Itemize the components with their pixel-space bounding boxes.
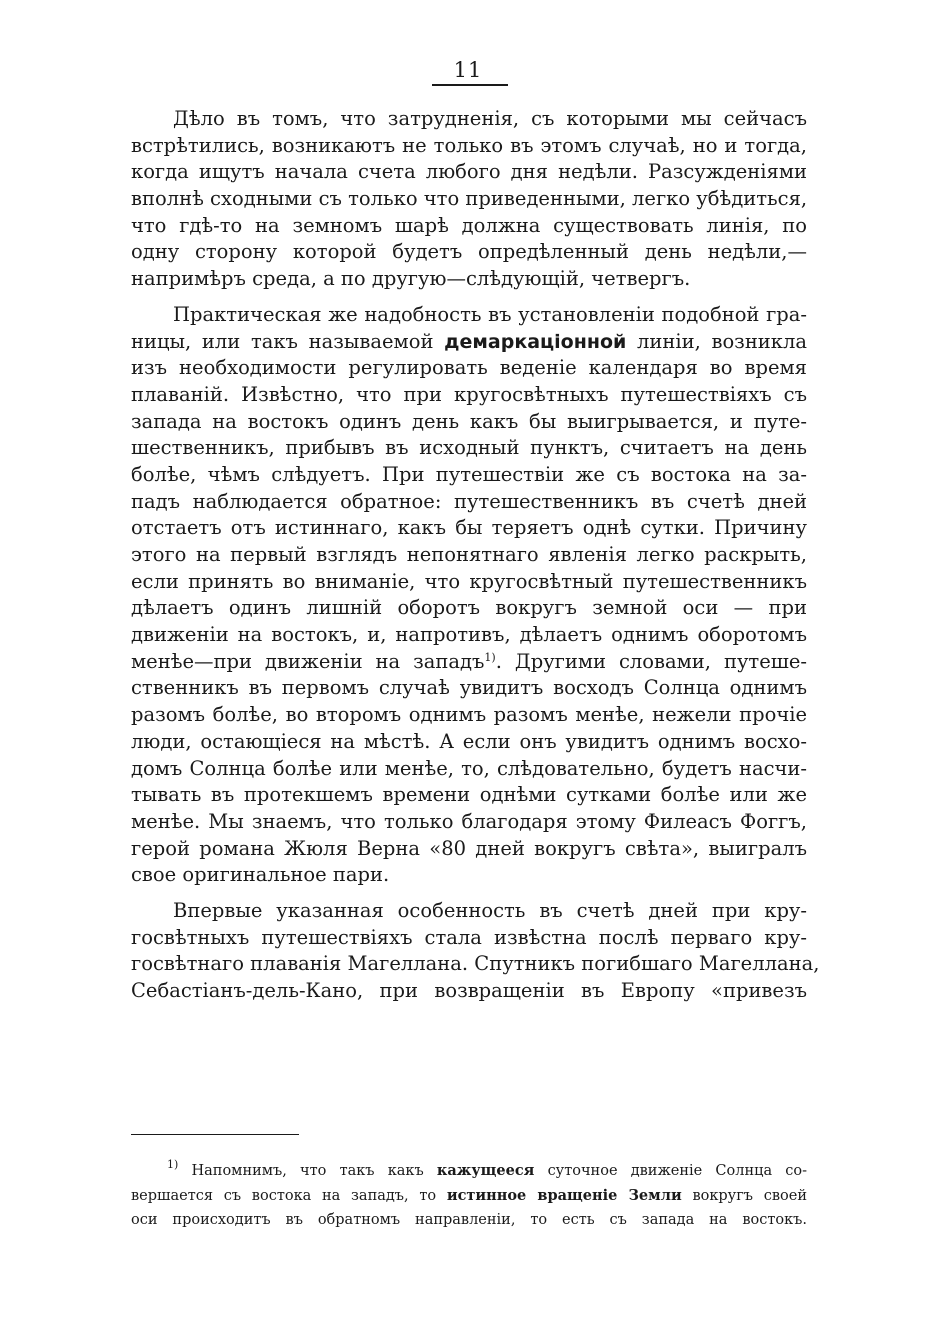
- text-line: вполнѣ сходными съ только что приведенными, легко убѣдиться,: [131, 187, 808, 211]
- text-line: болѣе, чѣмъ слѣдуетъ. При путешествіи же съ востока на за-: [131, 462, 807, 486]
- text-line: госвѣтныхъ путешествіяхъ стала извѣстна послѣ перваго кру-: [131, 925, 807, 949]
- emphasized-term: истинное вращеніе Земли: [446, 1187, 682, 1204]
- page-number-underline: [432, 84, 508, 86]
- footnote-line: [131, 1158, 807, 1183]
- text-line: движеніи на востокъ, и, напротивъ, дѣлаетъ однимъ оборотомъ: [131, 623, 807, 647]
- text-fragment: линіи, возникла: [636, 329, 808, 353]
- text-line: тывать въ протекшемъ времени однѣми сутками болѣе или же: [131, 783, 807, 807]
- page-number: 11: [453, 58, 483, 82]
- text-line: что гдѣ-то на земномъ шарѣ должна существовать линія, по: [131, 213, 807, 237]
- text-line: домъ Солнца болѣе или менѣе, то, слѣдовательно, будетъ насчи-: [131, 756, 807, 780]
- text-line: менѣе. Мы знаемъ, что только благодаря этому Филеасъ Фоггъ,: [131, 809, 807, 833]
- text-fragment: ницы, или такъ называемой: [131, 329, 434, 353]
- footnote-line: [131, 1183, 807, 1208]
- text-line: госвѣтнаго плаванія Магеллана. Спутникъ погибшаго Магеллана,: [131, 952, 820, 976]
- text-line: [131, 649, 807, 676]
- footnote-marker: 1): [167, 1158, 179, 1171]
- text-fragment: суточное движеніе Солнца со-: [547, 1163, 808, 1179]
- paragraph: [131, 302, 807, 889]
- text-line: напримѣръ среда, а по другую—слѣдующій, четвергъ.: [131, 267, 691, 291]
- text-line: падъ наблюдается обратное: путешественникъ въ счетѣ дней: [131, 489, 807, 513]
- text-line: этого на первый взглядъ непонятнаго явленія легко раскрыть,: [131, 543, 807, 566]
- text-line: [131, 329, 807, 356]
- text-line: Практическая же надобность въ установленіи подобной гра-: [173, 302, 807, 326]
- footnote: [131, 1158, 807, 1233]
- footnote-reference[interactable]: 1): [484, 650, 496, 664]
- text-line: дѣлаетъ одинъ лишній оборотъ вокругъ земной оси — при: [131, 596, 807, 620]
- text-line: одну сторону которой будетъ опредѣленный день недѣли,—: [131, 240, 807, 264]
- text-fragment: вокругъ своей: [692, 1188, 808, 1204]
- text-line: ственникъ въ первомъ случаѣ увидитъ восходъ Солнца однимъ: [131, 676, 807, 700]
- text-fragment: . Другими словами, путеше-: [495, 649, 807, 673]
- text-line: Впервые указанная особенность въ счетѣ дней при кру-: [173, 898, 807, 922]
- text-line: Себастіанъ-дель-Кано, при возвращеніи въ Европу «привезъ: [131, 979, 807, 1002]
- text-fragment: менѣе—при движеніи на западъ: [131, 649, 485, 673]
- body-text: [131, 106, 820, 1005]
- text-line: плаваній. Извѣстно, что при кругосвѣтныхъ путешествіяхъ съ: [131, 382, 807, 406]
- text-line: герой романа Жюля Верна «80 дней вокругъ свѣта», выигралъ: [131, 836, 807, 860]
- text-line: разомъ болѣе, во второмъ однимъ разомъ менѣе, нежели прочіе: [131, 703, 807, 727]
- paragraph: [131, 106, 807, 293]
- text-line: встрѣтились, возникаютъ не только въ этомъ случаѣ, но и тогда,: [131, 133, 807, 157]
- emphasized-term: кажущееся: [436, 1162, 535, 1179]
- text-line: свое оригинальное пари.: [131, 863, 390, 887]
- text-line: когда ищутъ начала счета любого дня недѣли. Разсужденіями: [131, 160, 807, 184]
- footnote-line: оси происходитъ въ обратномъ направленіи, то есть съ запада на востокъ.: [131, 1212, 807, 1228]
- text-fragment: вершается съ востока на западъ, то: [131, 1188, 437, 1204]
- emphasized-term: демаркаціонной: [444, 330, 627, 353]
- paragraph: [131, 898, 820, 1005]
- text-line: изъ необходимости регулировать веденіе календаря во время: [131, 356, 807, 380]
- text-line: если принять во вниманіе, что кругосвѣтный путешественникъ: [131, 569, 807, 593]
- footnote-divider: [131, 1134, 299, 1135]
- text-line: Дѣло въ томъ, что затрудненія, съ которыми мы сейчасъ: [173, 107, 807, 130]
- text-line: запада на востокъ одинъ день какъ бы выигрывается, и путе-: [131, 409, 807, 433]
- text-line: шественникъ, прибывъ въ исходный пунктъ, считаетъ на день: [131, 436, 807, 460]
- text-line: люди, остающіеся на мѣстѣ. А если онъ увидитъ однимъ восхо-: [131, 729, 807, 753]
- text-line: отстаетъ отъ истиннаго, какъ бы теряетъ однѣ сутки. Причину: [131, 516, 807, 540]
- text-fragment: Напомнимъ, что такъ какъ: [191, 1163, 424, 1179]
